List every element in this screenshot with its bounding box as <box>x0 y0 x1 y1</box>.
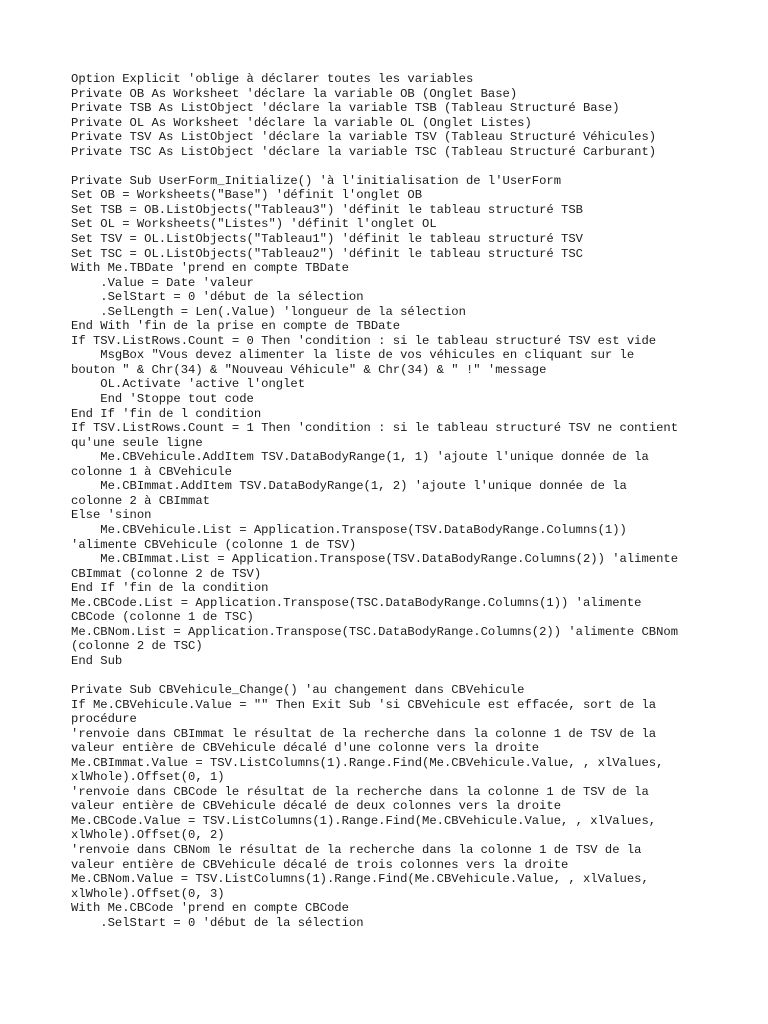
code-line: 'renvoie dans CBNom le résultat de la recherche dans la colonne 1 de TSV de la <box>71 842 642 857</box>
code-line: Else 'sinon <box>71 508 152 523</box>
code-line: OL.Activate 'active l'onglet <box>71 377 306 392</box>
code-line: MsgBox "Vous devez alimenter la liste de vos véhicules en cliquant sur le <box>71 348 635 363</box>
vba-code-listing <box>71 72 711 930</box>
code-line: With Me.TBDate 'prend en compte TBDate <box>71 261 349 276</box>
code-line: If Me.CBVehicule.Value = "" Then Exit Sub 'si CBVehicule est effacée, sort de la <box>71 697 657 712</box>
code-line: colonne 2 à CBImmat <box>71 493 210 508</box>
code-line: Me.CBVehicule.List = Application.Transpose(TSV.DataBodyRange.Columns(1)) <box>71 522 627 537</box>
code-line: Private OB As Worksheet 'déclare la variable OB (Onglet Base) <box>71 86 518 101</box>
code-line: valeur entière de CBVehicule décalé de trois colonnes vers la droite <box>71 857 569 872</box>
code-line: If TSV.ListRows.Count = 0 Then 'condition : si le tableau structuré TSV est vide <box>71 333 657 348</box>
code-line: End 'Stoppe tout code <box>71 392 254 407</box>
code-line: Private TSV As ListObject 'déclare la variable TSV (Tableau Structuré Véhicules) <box>71 130 657 145</box>
code-line: Set TSC = OL.ListObjects("Tableau2") 'définit le tableau structuré TSC <box>71 246 583 261</box>
code-line: Set TSV = OL.ListObjects("Tableau1") 'définit le tableau structuré TSV <box>71 232 583 247</box>
code-line: .SelLength = Len(.Value) 'longueur de la sélection <box>71 304 466 319</box>
code-line: Set TSB = OB.ListObjects("Tableau3") 'définit le tableau structuré TSB <box>71 202 583 217</box>
blank-line <box>71 668 711 683</box>
code-line: procédure <box>71 712 137 727</box>
code-line: End If 'fin de l condition <box>71 406 262 421</box>
code-line: Me.CBImmat.AddItem TSV.DataBodyRange(1, 2) 'ajoute l'unique donnée de la <box>71 479 627 494</box>
code-line: Option Explicit 'oblige à déclarer toutes les variables <box>71 72 474 86</box>
code-line: bouton " & Chr(34) & "Nouveau Véhicule" & Chr(34) & " !" 'message <box>71 362 547 377</box>
code-line: xlWhole).Offset(0, 2) <box>71 828 225 843</box>
code-line: Set OB = Worksheets("Base") 'définit l'onglet OB <box>71 188 423 203</box>
code-line: xlWhole).Offset(0, 1) <box>71 770 225 785</box>
code-line: (colonne 2 de TSC) <box>71 639 203 654</box>
code-line: Me.CBNom.List = Application.Transpose(TSC.DataBodyRange.Columns(2)) 'alimente CBNom <box>71 624 679 639</box>
code-line: qu'une seule ligne <box>71 435 203 450</box>
code-line: colonne 1 à CBVehicule <box>71 464 232 479</box>
code-line: End If 'fin de la condition <box>71 581 269 596</box>
code-line: .SelStart = 0 'début de la sélection <box>71 290 364 305</box>
code-line: Private TSB As ListObject 'déclare la variable TSB (Tableau Structuré Base) <box>71 101 620 116</box>
code-line: Set OL = Worksheets("Listes") 'définit l'onglet OL <box>71 217 437 232</box>
code-line: End With 'fin de la prise en compte de TBDate <box>71 319 401 334</box>
code-line: .SelStart = 0 'début de la sélection <box>71 915 364 930</box>
code-line: Me.CBImmat.List = Application.Transpose(TSV.DataBodyRange.Columns(2)) 'alimente <box>71 552 679 567</box>
code-line: Me.CBCode.List = Application.Transpose(TSC.DataBodyRange.Columns(1)) 'alimente <box>71 595 642 610</box>
code-line: CBCode (colonne 1 de TSC) <box>71 610 254 625</box>
blank-line <box>71 159 711 174</box>
code-line: Private Sub CBVehicule_Change() 'au changement dans CBVehicule <box>71 682 525 697</box>
code-line: Me.CBCode.Value = TSV.ListColumns(1).Range.Find(Me.CBVehicule.Value, , xlValues, <box>71 813 657 828</box>
code-line: Me.CBVehicule.AddItem TSV.DataBodyRange(1, 1) 'ajoute l'unique donnée de la <box>71 450 649 465</box>
code-line: xlWhole).Offset(0, 3) <box>71 886 225 901</box>
code-line: Me.CBImmat.Value = TSV.ListColumns(1).Range.Find(Me.CBVehicule.Value, , xlValues, <box>71 755 664 770</box>
code-line: .Value = Date 'valeur <box>71 275 254 290</box>
code-line: 'renvoie dans CBImmat le résultat de la recherche dans la colonne 1 de TSV de la <box>71 726 657 741</box>
code-line: Private OL As Worksheet 'déclare la variable OL (Onglet Listes) <box>71 115 532 130</box>
code-line: Me.CBNom.Value = TSV.ListColumns(1).Range.Find(Me.CBVehicule.Value, , xlValues, <box>71 872 649 887</box>
code-line: 'alimente CBVehicule (colonne 1 de TSV) <box>71 537 357 552</box>
code-line: valeur entière de CBVehicule décalé d'une colonne vers la droite <box>71 741 540 756</box>
code-line: If TSV.ListRows.Count = 1 Then 'condition : si le tableau structuré TSV ne contient <box>71 421 679 436</box>
code-line: Private TSC As ListObject 'déclare la variable TSC (Tableau Structuré Carburant) <box>71 144 657 159</box>
code-line: CBImmat (colonne 2 de TSV) <box>71 566 262 581</box>
code-line: With Me.CBCode 'prend en compte CBCode <box>71 901 349 916</box>
code-line: End Sub <box>71 653 123 668</box>
code-line: Private Sub UserForm_Initialize() 'à l'initialisation de l'UserForm <box>71 173 562 188</box>
code-line: valeur entière de CBVehicule décalé de deux colonnes vers la droite <box>71 799 562 814</box>
code-line: 'renvoie dans CBCode le résultat de la recherche dans la colonne 1 de TSV de la <box>71 784 649 799</box>
